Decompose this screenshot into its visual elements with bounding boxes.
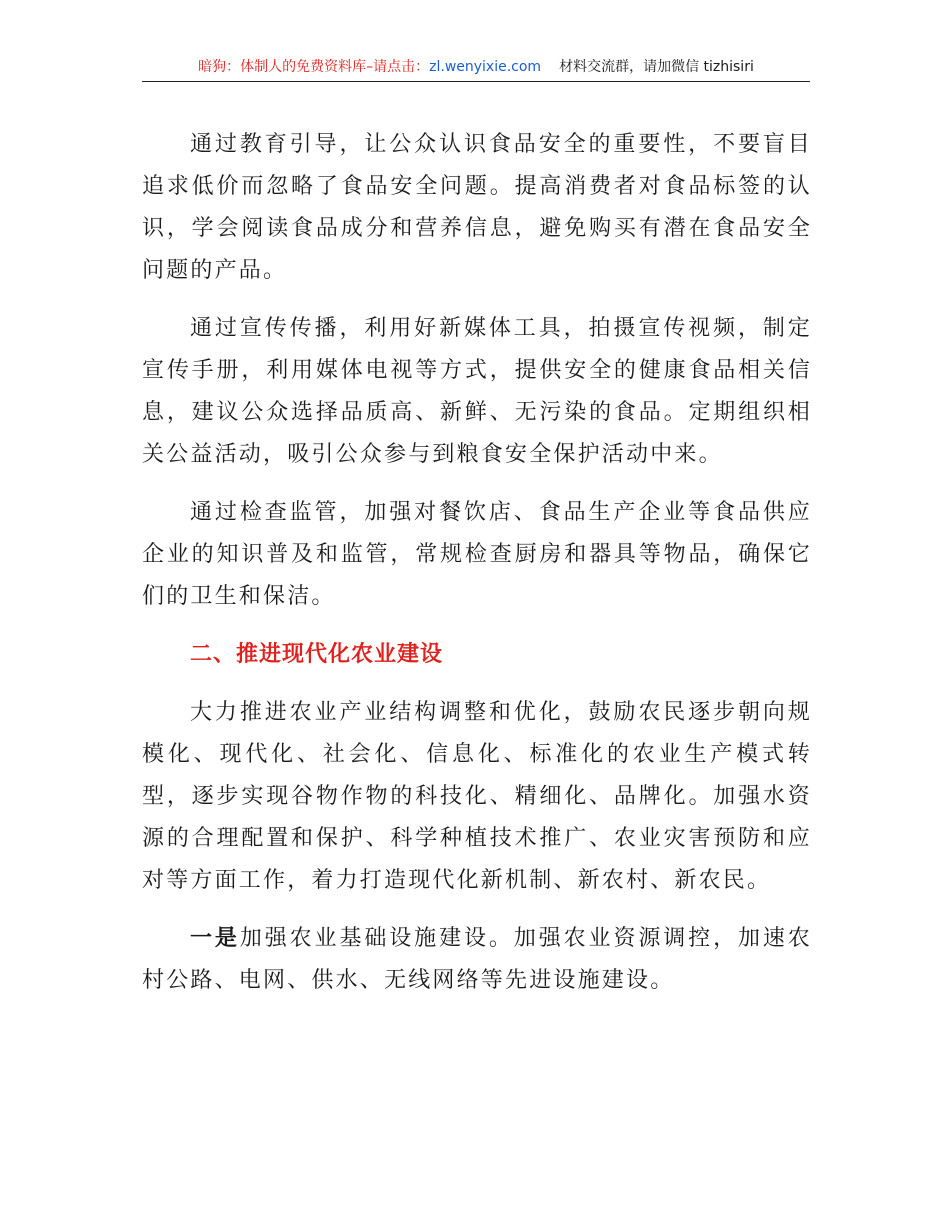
header-brand: 暗狗：体制人的免费资料库 xyxy=(198,59,367,75)
paragraph-publicity: 通过宣传传播，利用好新媒体工具，拍摄宣传视频，制定宣传手册，利用媒体电视等方式，提供安全的健康食品相关信息，建议公众选择品质高、新鲜、无污染的食品。定期组织相关公益活动，吸引公众参与到粮食安全保护活动中来。 xyxy=(142,316,812,467)
item-one-text: 加强农业基础设施建设。加强农业资源调控，加速农村公路、电网、供水、无线网络等先进设施建设。 xyxy=(142,926,812,993)
header-url-link[interactable]: zl.wenyixie.com xyxy=(429,59,542,75)
section-heading: 二、推进现代化农业建设 xyxy=(190,642,444,667)
item-one-lead: 一是 xyxy=(190,926,240,951)
document-body xyxy=(142,124,812,1018)
paragraph-supervision: 通过检查监管，加强对餐饮店、食品生产企业等食品供应企业的知识普及和监管，常规检查厨房和器具等物品，确保它们的卫生和保洁。 xyxy=(142,500,812,609)
paragraph-item-one xyxy=(142,918,812,1002)
paragraph-agriculture: 大力推进农业产业结构调整和优化，鼓励农民逐步朝向规模化、现代化、社会化、信息化、标准化的农业生产模式转型，逐步实现谷物作物的科技化、精细化、品牌化。加强水资源的合理配置和保护、科学种植技术推广、农业灾害预防和应对等方面工作，着力打造现代化新机制、新农村、新农民。 xyxy=(142,700,812,893)
header-prompt: –请点击： xyxy=(366,59,430,75)
paragraph-education: 通过教育引导，让公众认识食品安全的重要性，不要盲目追求低价而忽略了食品安全问题。提高消费者对食品标签的认识，学会阅读食品成分和营养信息，避免购买有潜在食品安全问题的产品。 xyxy=(142,132,812,283)
header-group-note: 材料交流群，请加微信 tizhisiri xyxy=(559,59,754,75)
page-header xyxy=(142,57,810,82)
